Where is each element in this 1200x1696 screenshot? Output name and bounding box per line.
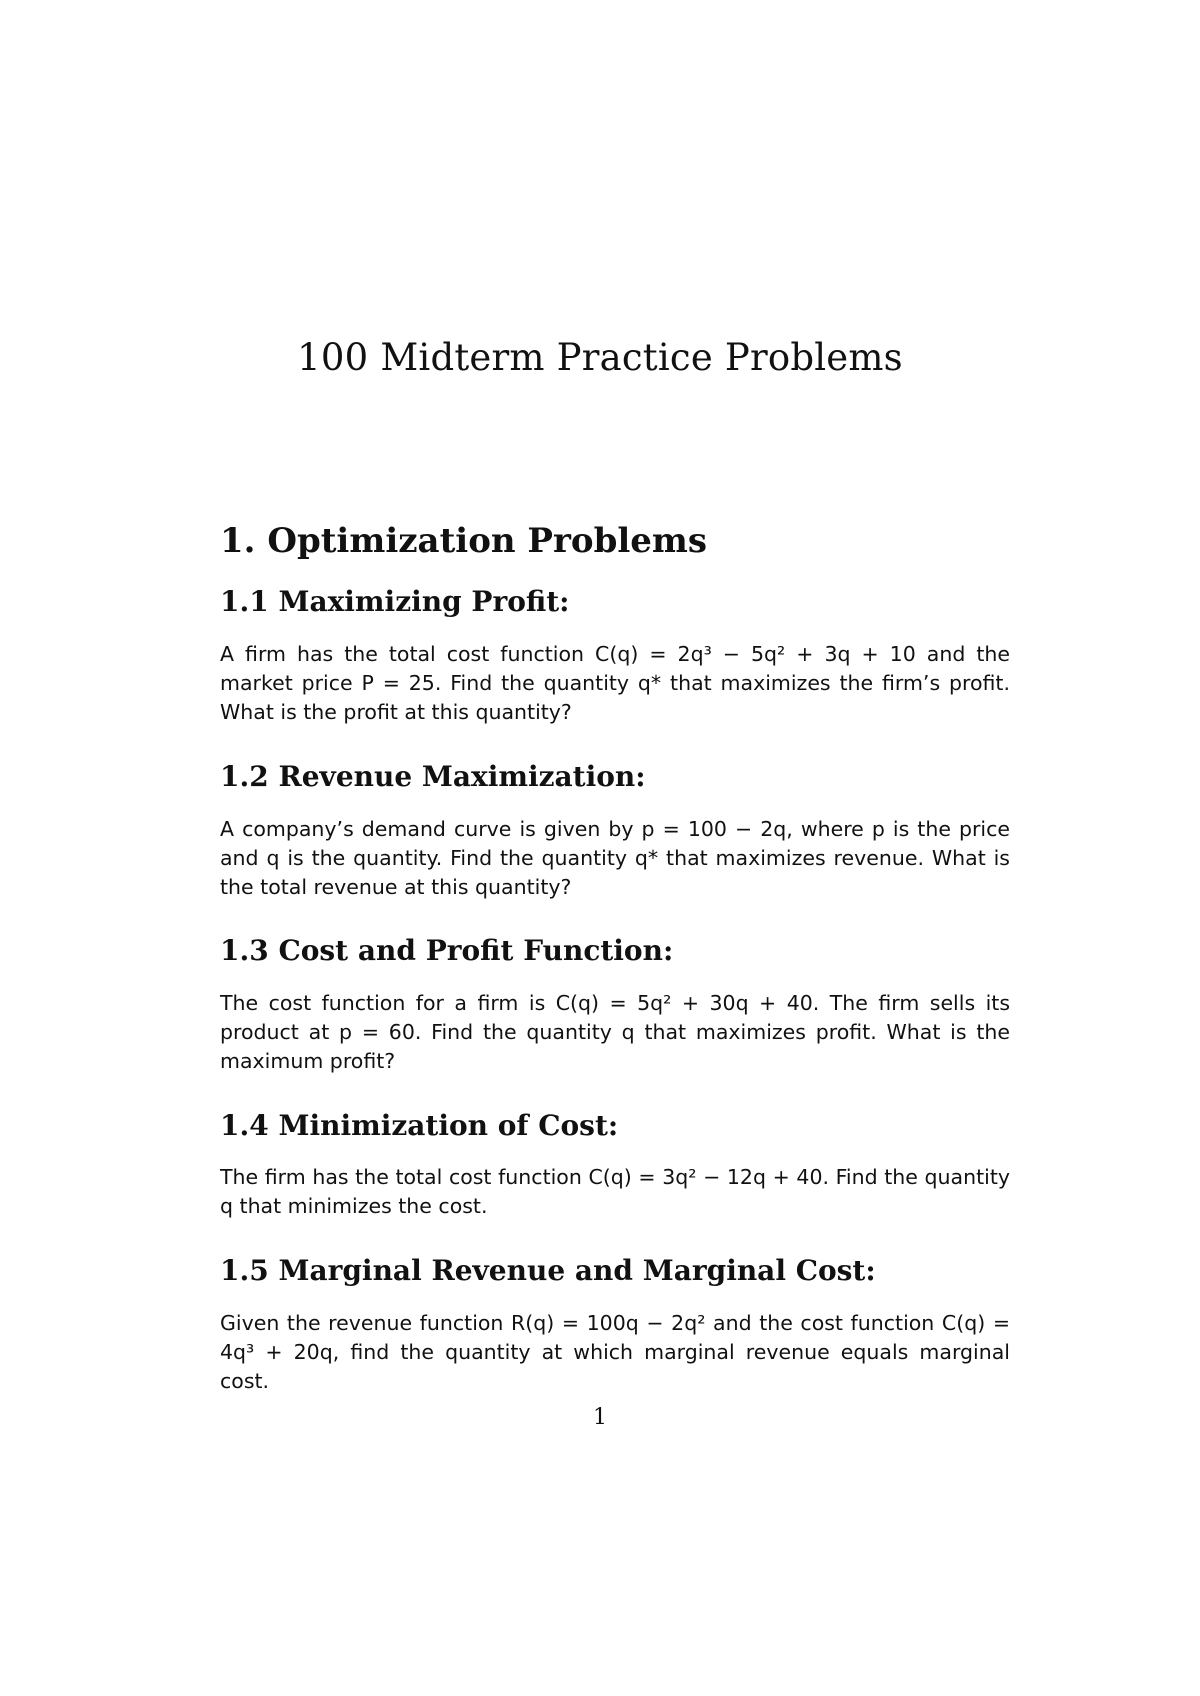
problem-title-1-5: 1.5 Marginal Revenue and Marginal Cost:	[220, 1254, 876, 1287]
problem-title-1-3: 1.3 Cost and Profit Function:	[220, 934, 674, 967]
problem-text-1-5: Given the revenue function R(q) = 100q − 2q² and the cost function C(q) = 4q³ + 20q, find the quantity at which marginal revenue equals marginal cost.	[220, 1311, 1010, 1393]
section-heading: 1. Optimization Problems	[220, 521, 708, 561]
problem-title-1-1: 1.1 Maximizing Profit:	[220, 585, 570, 618]
problem-text-1-1: A firm has the total cost function C(q) = 2q³ − 5q² + 3q + 10 and the market price P = 25. Find the quantity q* that maximizes the firm’s profit. What is the profit at this quantity?	[220, 642, 1010, 724]
problem-title-1-4: 1.4 Minimization of Cost:	[220, 1109, 619, 1142]
document-title: 100 Midterm Practice Problems	[297, 336, 903, 379]
problem-text-1-3: The cost function for a firm is C(q) = 5q² + 30q + 40. The firm sells its product at p = 60. Find the quantity q that maximizes profit. What is the maximum profit?	[220, 991, 1010, 1073]
problem-text-1-2: A company’s demand curve is given by p = 100 − 2q, where p is the price and q is the quantity. Find the quantity q* that maximizes revenue. What is the total revenue at this quantity?	[220, 817, 1010, 899]
page-number: 1	[593, 1405, 607, 1430]
problem-text-1-4: The firm has the total cost function C(q) = 3q² − 12q + 40. Find the quantity q that minimizes the cost.	[220, 1165, 1010, 1218]
problem-title-1-2: 1.2 Revenue Maximization:	[220, 760, 646, 793]
